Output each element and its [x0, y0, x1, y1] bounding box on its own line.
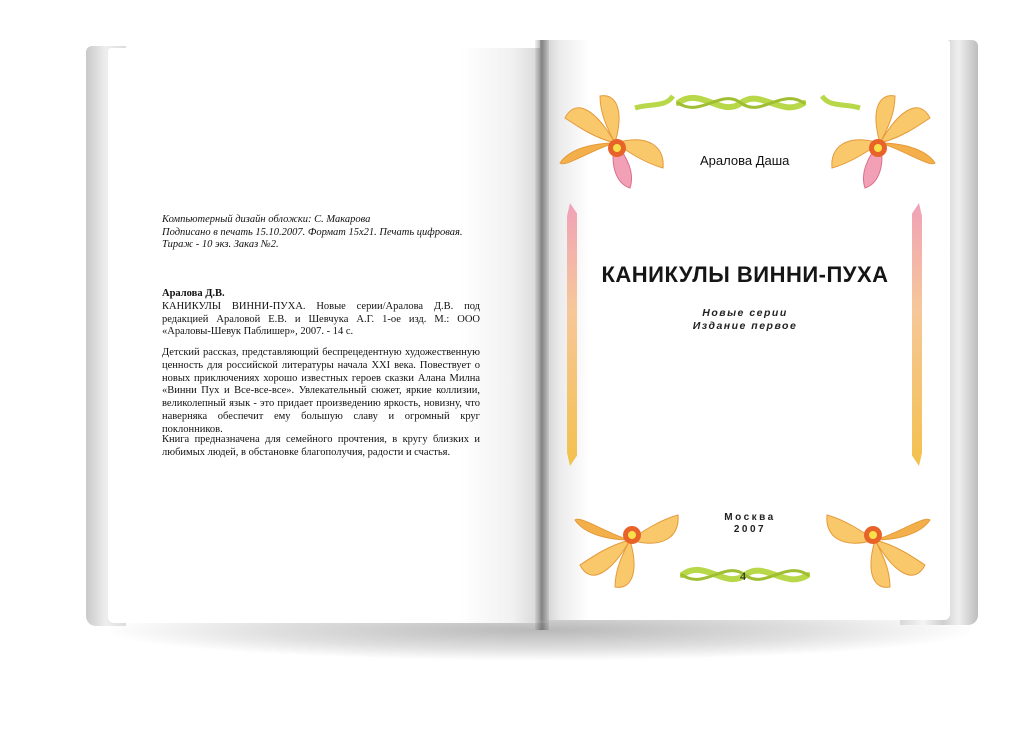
- author-name: Аралова Даша: [700, 153, 790, 168]
- subtitle-edition: Издание первое: [692, 320, 798, 332]
- audience-paragraph: Книга предназначена для семейного прочтения, в кругу близких и любимых людей, в обстановке благополучия, радости и счастья.: [162, 434, 480, 458]
- colophon-line-run: Тираж - 10 экз. Заказ №2.: [162, 239, 279, 250]
- page-number: 4: [740, 569, 746, 583]
- publication-city: Москва: [724, 512, 776, 523]
- colophon-line-print: Подписано в печать 15.10.2007. Формат 15х21. Печать цифровая.: [162, 226, 463, 238]
- orchid-icon: [570, 485, 690, 595]
- book-title: КАНИКУЛЫ ВИННИ-ПУХА: [601, 262, 889, 287]
- side-bar-left: [567, 203, 577, 466]
- bibliographic-author: Аралова Д.В.: [162, 288, 225, 299]
- colophon: [162, 214, 480, 252]
- colophon-line-design: Компьютерный дизайн обложки: С. Макарова: [162, 214, 371, 225]
- orchid-icon: [820, 88, 940, 198]
- bibliographic-record: [162, 288, 480, 339]
- publication-year: 2007: [733, 524, 767, 535]
- orchid-icon: [815, 485, 935, 595]
- subtitle-series: Новые серии: [702, 307, 788, 319]
- orchid-icon: [555, 88, 675, 198]
- ribbon-icon: [676, 88, 806, 118]
- annotation-paragraph: Детский рассказ, представляющий беспрецедентную художественную ценность для российской литературы начала XXI века. Повествует о новых приключениях хорошо известных героев сказки Алана Милна «Винни Пух и Все-все-все». Увлекательный сюжет, яркие коллизии, великолепный язык - это придает произведению яркость, новизну, что наверняка обеспечит ему большую славу и огромный круг поклонников.: [162, 347, 480, 435]
- book-spine-gutter: [535, 40, 549, 630]
- side-bar-right: [912, 203, 922, 466]
- bibliographic-text: КАНИКУЛЫ ВИННИ-ПУХА. Новые серии/Аралова Д.В. под редакцией Араловой Е.В. и Шевчука А.Г. 1-ое изд. М.: ООО «Араловы-Шевук Паблишер», 2007. - 14 с.: [162, 300, 480, 338]
